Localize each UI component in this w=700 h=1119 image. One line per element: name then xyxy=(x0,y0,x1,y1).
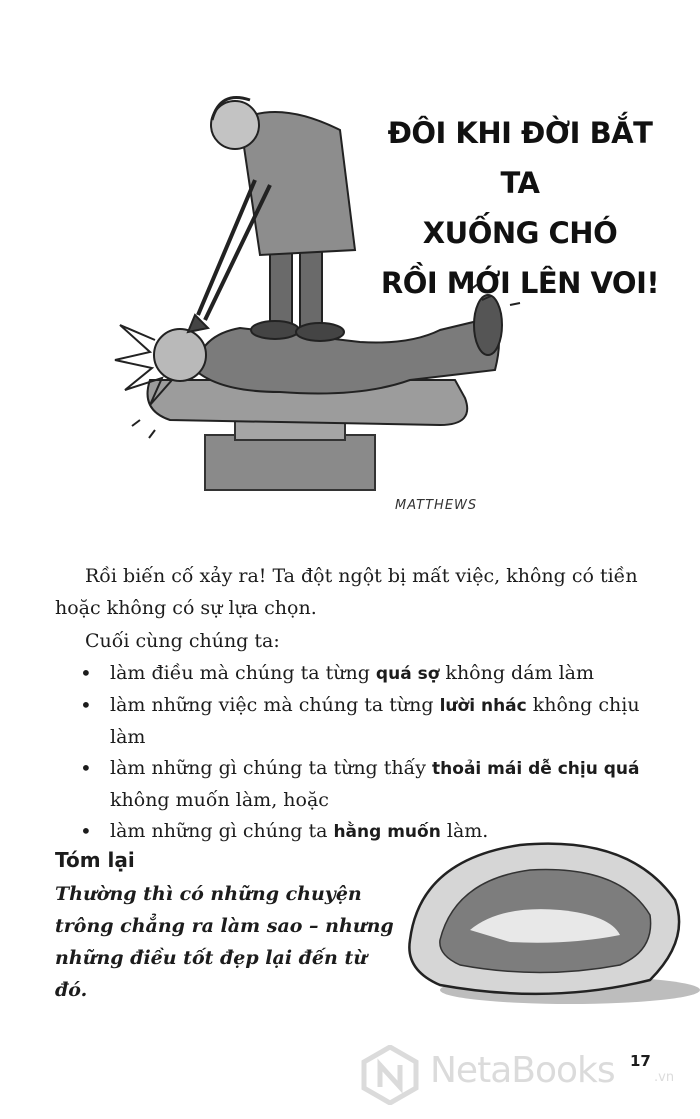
body-paragraph: Cuối cùng chúng ta: xyxy=(85,630,280,652)
pedestal-base xyxy=(205,435,375,490)
summary-text: Thường thì có những chuyện trông chẳng ra làm sao – nhưng những điều tốt đẹp lại đến từ đó. xyxy=(55,883,394,1001)
list-item-text: không chịu làm xyxy=(110,694,640,748)
list-item-emphasis: thoải mái dễ chịu quá xyxy=(432,759,640,779)
caption-line: RỒI MỚI LÊN VOI! xyxy=(380,266,660,300)
watermark xyxy=(360,1040,700,1110)
watermark-logo-icon xyxy=(360,1045,420,1105)
standing-man-shoe xyxy=(251,321,299,339)
standing-man-shoe xyxy=(296,323,344,341)
artist-signature: MATTHEWS xyxy=(395,498,478,513)
list-item-emphasis: quá sợ xyxy=(375,664,440,684)
list-item-text: làm những gì chúng ta xyxy=(110,820,334,842)
list-item xyxy=(80,753,660,816)
body-paragraph: Rồi biến cố xảy ra! Ta đột ngột bị mất việc, không có tiền hoặc không có sự lựa chọn. xyxy=(55,565,638,619)
list-item-text: không muốn làm, hoặc xyxy=(110,789,329,811)
helmet-illustration xyxy=(400,820,700,1010)
list-item xyxy=(80,658,660,690)
lying-man-head xyxy=(154,329,206,381)
caption-line: ĐÔI KHI ĐỜI BẮT TA xyxy=(387,116,653,200)
list-item-text: làm điều mà chúng ta từng xyxy=(110,662,376,684)
list-item-text: làm. xyxy=(440,820,489,842)
page-number: 17 xyxy=(630,1052,651,1070)
bolt-cutter-handle xyxy=(198,180,255,315)
list-item-emphasis: hằng muốn xyxy=(333,822,441,842)
list-item-emphasis: lười nhác xyxy=(439,696,527,716)
list-item xyxy=(80,690,660,753)
list-item-text: làm những việc mà chúng ta từng xyxy=(110,694,440,716)
list-item-text: làm những gì chúng ta từng thấy xyxy=(110,757,433,779)
watermark-text: NetaBooks xyxy=(430,1050,615,1091)
watermark-suffix: .vn xyxy=(654,1070,675,1085)
summary-heading: Tóm lại xyxy=(55,848,135,872)
caption-line: XUỐNG CHÓ xyxy=(422,216,618,250)
illustration-caption xyxy=(375,108,665,308)
list-item-text: không dám làm xyxy=(439,662,595,684)
